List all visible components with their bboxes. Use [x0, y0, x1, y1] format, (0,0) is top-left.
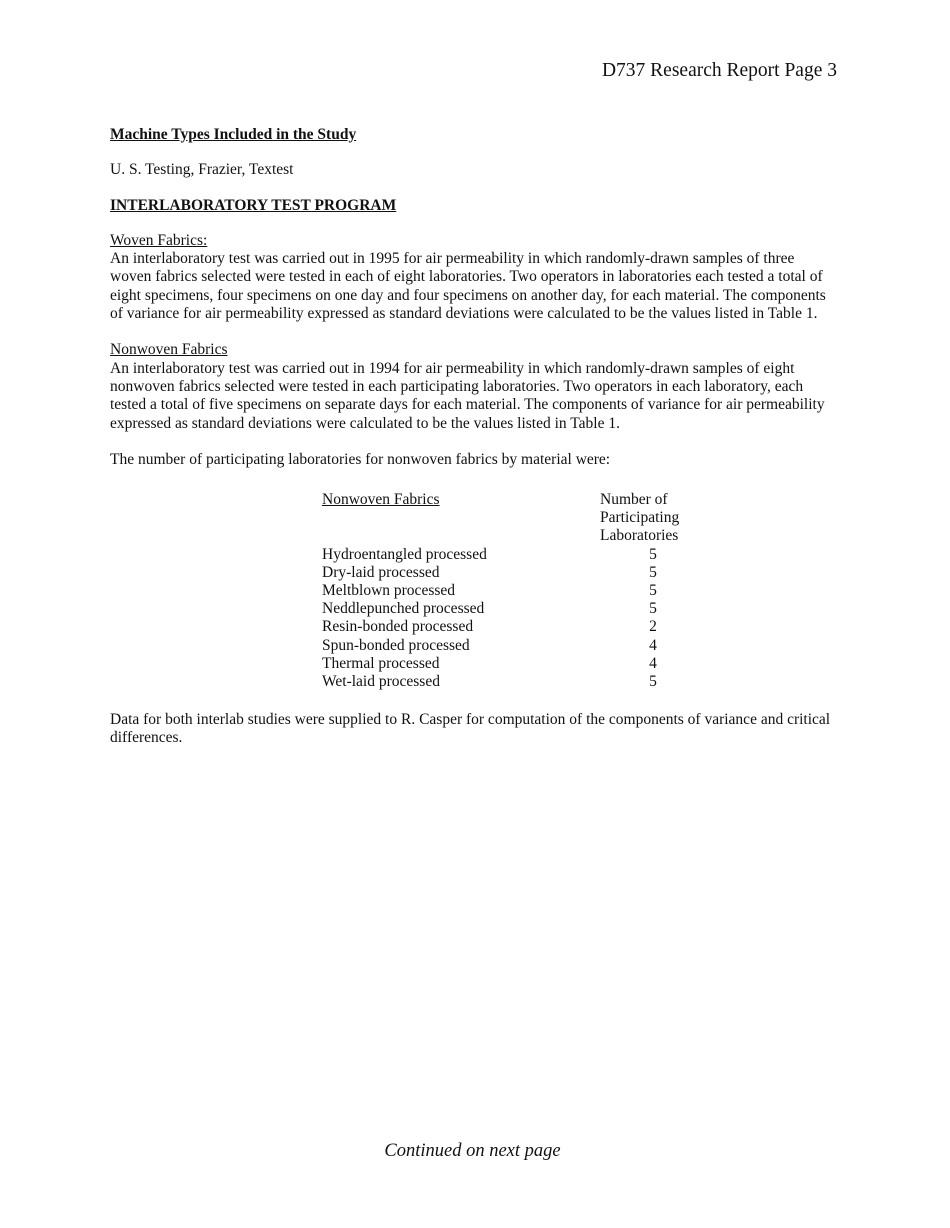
closing-line: differences. [110, 729, 183, 747]
woven-paragraph-line: of variance for air permeability expressed as standard deviations were calculated to be the values listed in Table 1. [110, 305, 818, 323]
program-heading: INTERLABORATORY TEST PROGRAM [110, 196, 397, 214]
table-row [322, 600, 706, 618]
material-cell: Wet-laid processed [322, 673, 440, 691]
closing-paragraph [110, 711, 850, 748]
material-cell: Hydroentangled processed [322, 545, 487, 563]
participating-labs-table [322, 491, 706, 691]
column-header-line: Participating [600, 509, 680, 527]
column-header-line: Laboratories [600, 527, 679, 545]
participation-intro: The number of participating laboratories for nonwoven fabrics by material were: [110, 450, 611, 468]
table-row [322, 673, 706, 691]
page-header: D737 Research Report Page 3 [601, 60, 837, 81]
machine-types-list: U. S. Testing, Frazier, Textest [110, 161, 294, 179]
column-header-material: Nonwoven Fabrics [322, 491, 440, 508]
continued-footer: Continued on next page [384, 1141, 561, 1161]
table-row [322, 546, 706, 564]
column-header-line: Number of [600, 491, 668, 508]
nonwoven-paragraph-line: tested a total of five specimens on separate days for each material. The components of variance for air permeability [110, 396, 825, 414]
labs-count-cell: 4 [649, 636, 657, 654]
material-cell: Thermal processed [322, 654, 440, 672]
labs-count-cell: 5 [649, 582, 657, 600]
closing-line: Data for both interlab studies were supplied to R. Casper for computation of the components of variance and critical [110, 711, 831, 728]
labs-count-cell: 5 [649, 600, 657, 618]
report-body [110, 126, 850, 469]
table-header-row [322, 491, 706, 509]
column-header-labs [600, 491, 706, 509]
table-row [322, 564, 706, 582]
material-cell: Neddlepunched processed [322, 600, 485, 618]
nonwoven-paragraph-line: nonwoven fabrics selected were tested in each participating laboratories. Two operators in each laboratory, each [110, 377, 804, 395]
machine-types-heading: Machine Types Included in the Study [110, 126, 357, 143]
material-cell: Spun-bonded processed [322, 636, 470, 654]
nonwoven-fabrics-label: Nonwoven Fabrics [110, 341, 228, 359]
table-row [322, 637, 706, 655]
material-cell: Meltblown processed [322, 582, 456, 600]
table-row [322, 582, 706, 600]
woven-paragraph-line: An interlaboratory test was carried out in 1995 for air permeability in which randomly-drawn samples of three [110, 250, 795, 268]
table-header-row [322, 527, 706, 545]
table-header-row [322, 509, 706, 527]
material-cell: Resin-bonded processed [322, 618, 474, 636]
nonwoven-paragraph-line: An interlaboratory test was carried out in 1994 for air permeability in which randomly-drawn samples of eight [110, 359, 795, 377]
woven-paragraph-line: woven fabrics selected were tested in each of eight laboratories. Two operators in laboratories each tested a total of [110, 268, 823, 286]
labs-count-cell: 5 [649, 545, 657, 563]
table-row [322, 655, 706, 673]
labs-count-cell: 5 [649, 673, 657, 691]
woven-paragraph-line: eight specimens, four specimens on one day and four specimens on another day, for each material. The components [110, 286, 826, 304]
woven-fabrics-label: Woven Fabrics: [110, 231, 208, 249]
material-cell: Dry-laid processed [322, 563, 440, 581]
labs-count-cell: 2 [649, 618, 657, 636]
labs-count-cell: 4 [649, 654, 657, 672]
table-row [322, 618, 706, 636]
labs-count-cell: 5 [649, 563, 657, 581]
nonwoven-paragraph-line: expressed as standard deviations were calculated to be the values listed in Table 1. [110, 414, 620, 432]
